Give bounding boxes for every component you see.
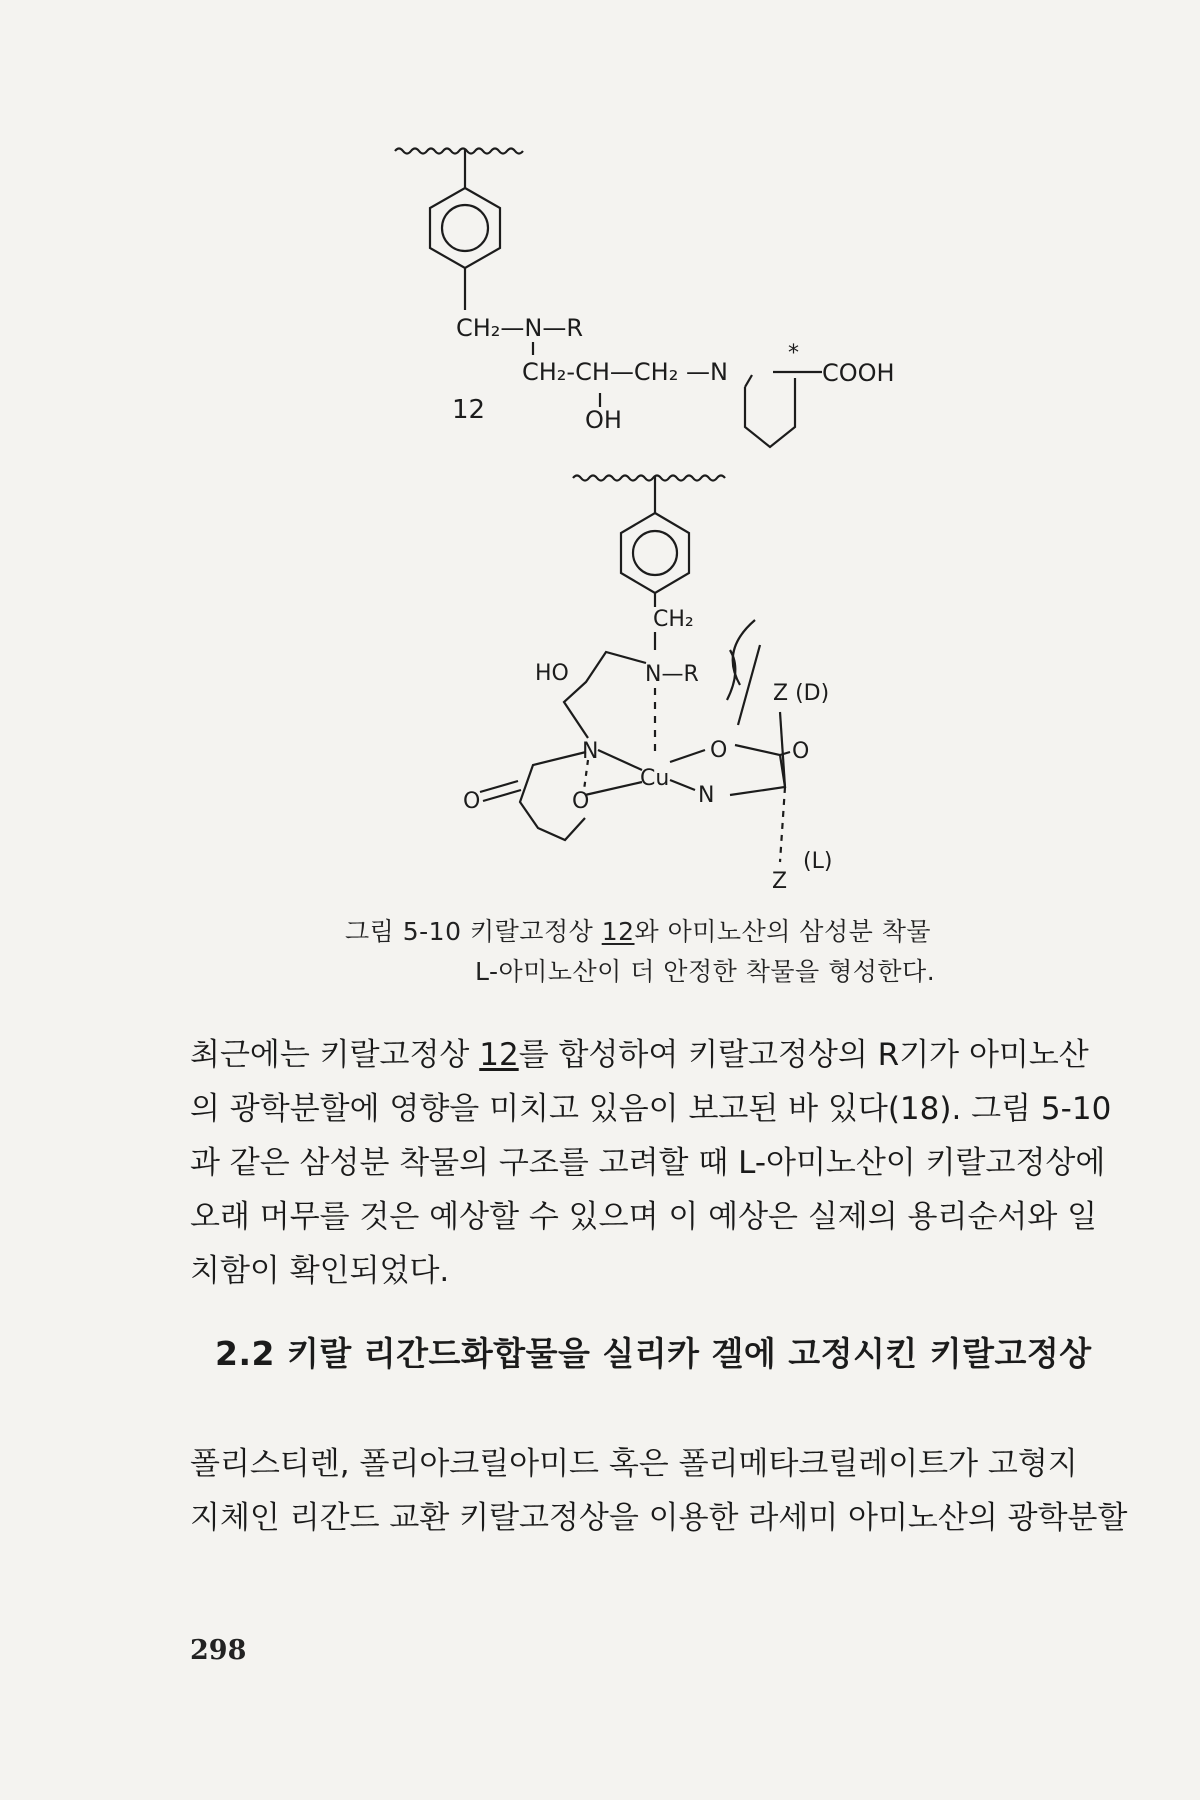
paragraph-2-line-2: 지체인 리간드 교환 키랄고정상을 이용한 라세미 아미노산의 광학분할 <box>190 1500 1128 1536</box>
z-l-label: Z <box>772 869 788 894</box>
steric-clash-line <box>738 645 760 725</box>
cooh-label: COOH <box>822 359 895 387</box>
cu-to-o-ligand-bond <box>670 750 705 762</box>
dashed-bond-down <box>780 787 785 862</box>
ch2-label-bottom: CH₂ <box>653 607 694 632</box>
polymer-backbone-top <box>395 149 523 154</box>
compound-number-ref-body: 12 <box>479 1037 519 1073</box>
n-r-label: N—R <box>645 662 699 687</box>
cu-to-n-ligand-bond <box>670 780 695 790</box>
paragraph-1-line-4: 오래 머무를 것은 예상할 수 있으며 이 예상은 실제의 용리순서와 일 <box>190 1199 1098 1235</box>
side-chain-label: CH₂-CH—CH₂ —N <box>522 358 728 386</box>
acid-carbonyl-bond <box>780 752 790 755</box>
paragraph-1-line-1-a: 최근에는 키랄고정상 <box>190 1037 480 1073</box>
steric-clash-arc-2 <box>727 650 735 700</box>
paragraph-1-line-5: 치함이 확인되었다. <box>190 1253 450 1289</box>
figure-caption <box>345 912 935 992</box>
caption-line-2: L-아미노산이 더 안정한 착물을 형성한다. <box>475 957 936 986</box>
carbonyl-double-bond-1 <box>480 781 518 792</box>
pyrrolidine-n-bond <box>745 375 752 387</box>
paragraph-1-line-1-b: 를 합성하여 키랄고정상의 R기가 아미노산 <box>518 1037 1089 1073</box>
figure-label: 그림 5-10 <box>345 917 462 946</box>
body-paragraph-1 <box>190 1028 1112 1298</box>
benzene-ring-bottom <box>621 513 689 593</box>
benzene-ring-top <box>430 188 500 268</box>
l-config-label: (L) <box>803 849 833 874</box>
caption-text-b: 와 아미노산의 삼성분 착물 <box>634 917 932 946</box>
caption-line-1 <box>345 912 935 952</box>
benzene-ring-inner-circle-bottom <box>633 531 677 575</box>
o-acid-label: O <box>792 739 810 764</box>
carbonyl-double-bond-2 <box>483 790 521 801</box>
pyrrolidine-ring <box>745 387 795 447</box>
paragraph-2-line-1: 폴리스티렌, 폴리아크릴아미드 혹은 폴리메타크릴레이트가 고형지 <box>190 1446 1078 1482</box>
caption-text-a: 키랄고정상 <box>470 917 602 946</box>
benzene-ring-inner-circle-top <box>442 205 488 251</box>
ho-label: HO <box>535 661 569 686</box>
amine-to-ho-chain <box>564 652 646 738</box>
o-carbonyl-label: O <box>463 789 481 814</box>
section-heading: 2.2 키랄 리간드화합물을 실리카 겔에 고정시킨 키랄고정상 <box>215 1334 1092 1373</box>
n-to-cu-bond <box>598 750 642 770</box>
paragraph-1-line-3: 과 같은 삼성분 착물의 구조를 고려할 때 L-아미노산이 키랄고정상에 <box>190 1145 1106 1181</box>
chiral-center-mark: * <box>788 341 799 366</box>
ch2-n-r-label: CH₂—N—R <box>456 314 584 342</box>
ligand-chelate-ring <box>730 745 785 795</box>
ring-n-o-dashed <box>584 760 588 790</box>
o-ring-label: O <box>572 789 590 814</box>
ring-o-to-cu-bond <box>585 782 642 795</box>
oh-label: OH <box>585 406 622 434</box>
o-ligand-label: O <box>710 738 728 763</box>
cu-label: Cu <box>640 766 670 791</box>
page-number: 298 <box>190 1635 247 1666</box>
paragraph-1-line-1 <box>190 1028 1089 1082</box>
paragraph-1-line-2: 의 광학분할에 영향을 미치고 있음이 보고된 바 있다(18). 그림 5-10 <box>190 1091 1112 1127</box>
z-d-label: Z (D) <box>773 681 830 706</box>
compound-number-ref: 12 <box>601 917 635 946</box>
n-ligand-label: N <box>698 783 715 808</box>
n-amine-label: N <box>582 739 599 764</box>
compound-number-12: 12 <box>452 395 486 425</box>
body-paragraph-2 <box>190 1437 1128 1545</box>
polymer-backbone-bottom <box>573 476 725 481</box>
cu-complex <box>480 476 790 863</box>
